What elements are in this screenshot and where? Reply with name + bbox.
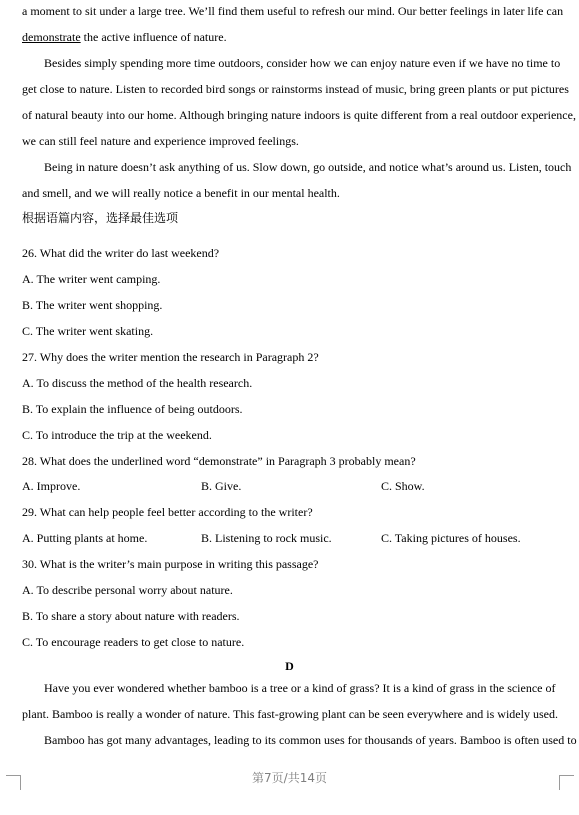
option-26-a: A. The writer went camping. xyxy=(22,272,161,286)
option-26-c: C. The writer went skating. xyxy=(22,324,154,338)
underlined-word: demonstrate xyxy=(22,30,81,44)
option-27-c: C. To introduce the trip at the weekend. xyxy=(22,428,212,442)
option-28-c: C. Show. xyxy=(381,479,425,493)
paragraph-text: the active influence of nature. xyxy=(80,30,227,44)
paragraph-line: a moment to sit under a large tree. We’ll find them useful to refresh our mind. Our better feelings in later life can xyxy=(22,4,564,18)
paragraph-line xyxy=(22,30,562,44)
option-29-a: A. Putting plants at home. xyxy=(22,531,148,545)
paragraph-line: and smell, and we will really notice a benefit in our mental health. xyxy=(22,186,340,200)
option-30-b: B. To share a story about nature with readers. xyxy=(22,609,240,623)
paragraph-line: we can still feel nature and experience improved feelings. xyxy=(22,134,299,148)
paragraph-line: Have you ever wondered whether bamboo is a tree or a kind of grass? It is a kind of grass in the science of xyxy=(44,681,556,695)
question-27: 27. Why does the writer mention the research in Paragraph 2? xyxy=(22,350,319,364)
option-28-a: A. Improve. xyxy=(22,479,81,493)
instruction-text: 根据语篇内容，选择最佳选项 xyxy=(22,211,179,225)
question-30: 30. What is the writer’s main purpose in writing this passage? xyxy=(22,557,319,571)
question-29: 29. What can help people feel better according to the writer? xyxy=(22,505,313,519)
page-number: 第7页/共14页 xyxy=(252,771,327,785)
question-28: 28. What does the underlined word “demonstrate” in Paragraph 3 probably mean? xyxy=(22,454,416,468)
section-heading: D xyxy=(285,659,294,673)
paragraph-line: plant. Bamboo is really a wonder of nature. This fast-growing plant can be seen everywhere and is widely used. xyxy=(22,707,558,721)
paragraph-line: Being in nature doesn’t ask anything of us. Slow down, go outside, and notice what’s around us. Listen, touch xyxy=(44,160,572,174)
option-30-c: C. To encourage readers to get close to nature. xyxy=(22,635,245,649)
option-27-b: B. To explain the influence of being outdoors. xyxy=(22,402,243,416)
option-28-b: B. Give. xyxy=(201,479,242,493)
option-29-c: C. Taking pictures of houses. xyxy=(381,531,521,545)
paragraph-line: Bamboo has got many advantages, leading to its common uses for thousands of years. Bamboo is often used to xyxy=(44,733,577,747)
paragraph-line: of natural beauty into our home. Although bringing nature indoors is quite different from a real outdoor experience, xyxy=(22,108,576,122)
option-26-b: B. The writer went shopping. xyxy=(22,298,163,312)
question-26: 26. What did the writer do last weekend? xyxy=(22,246,220,260)
paragraph-line: get close to nature. Listen to recorded bird songs or rainstorms instead of music, bring green plants or put pictures xyxy=(22,82,569,96)
option-27-a: A. To discuss the method of the health research. xyxy=(22,376,253,390)
option-30-a: A. To describe personal worry about nature. xyxy=(22,583,233,597)
option-29-b: B. Listening to rock music. xyxy=(201,531,332,545)
paragraph-line: Besides simply spending more time outdoors, consider how we can enjoy nature even if we have no time to xyxy=(44,56,561,70)
